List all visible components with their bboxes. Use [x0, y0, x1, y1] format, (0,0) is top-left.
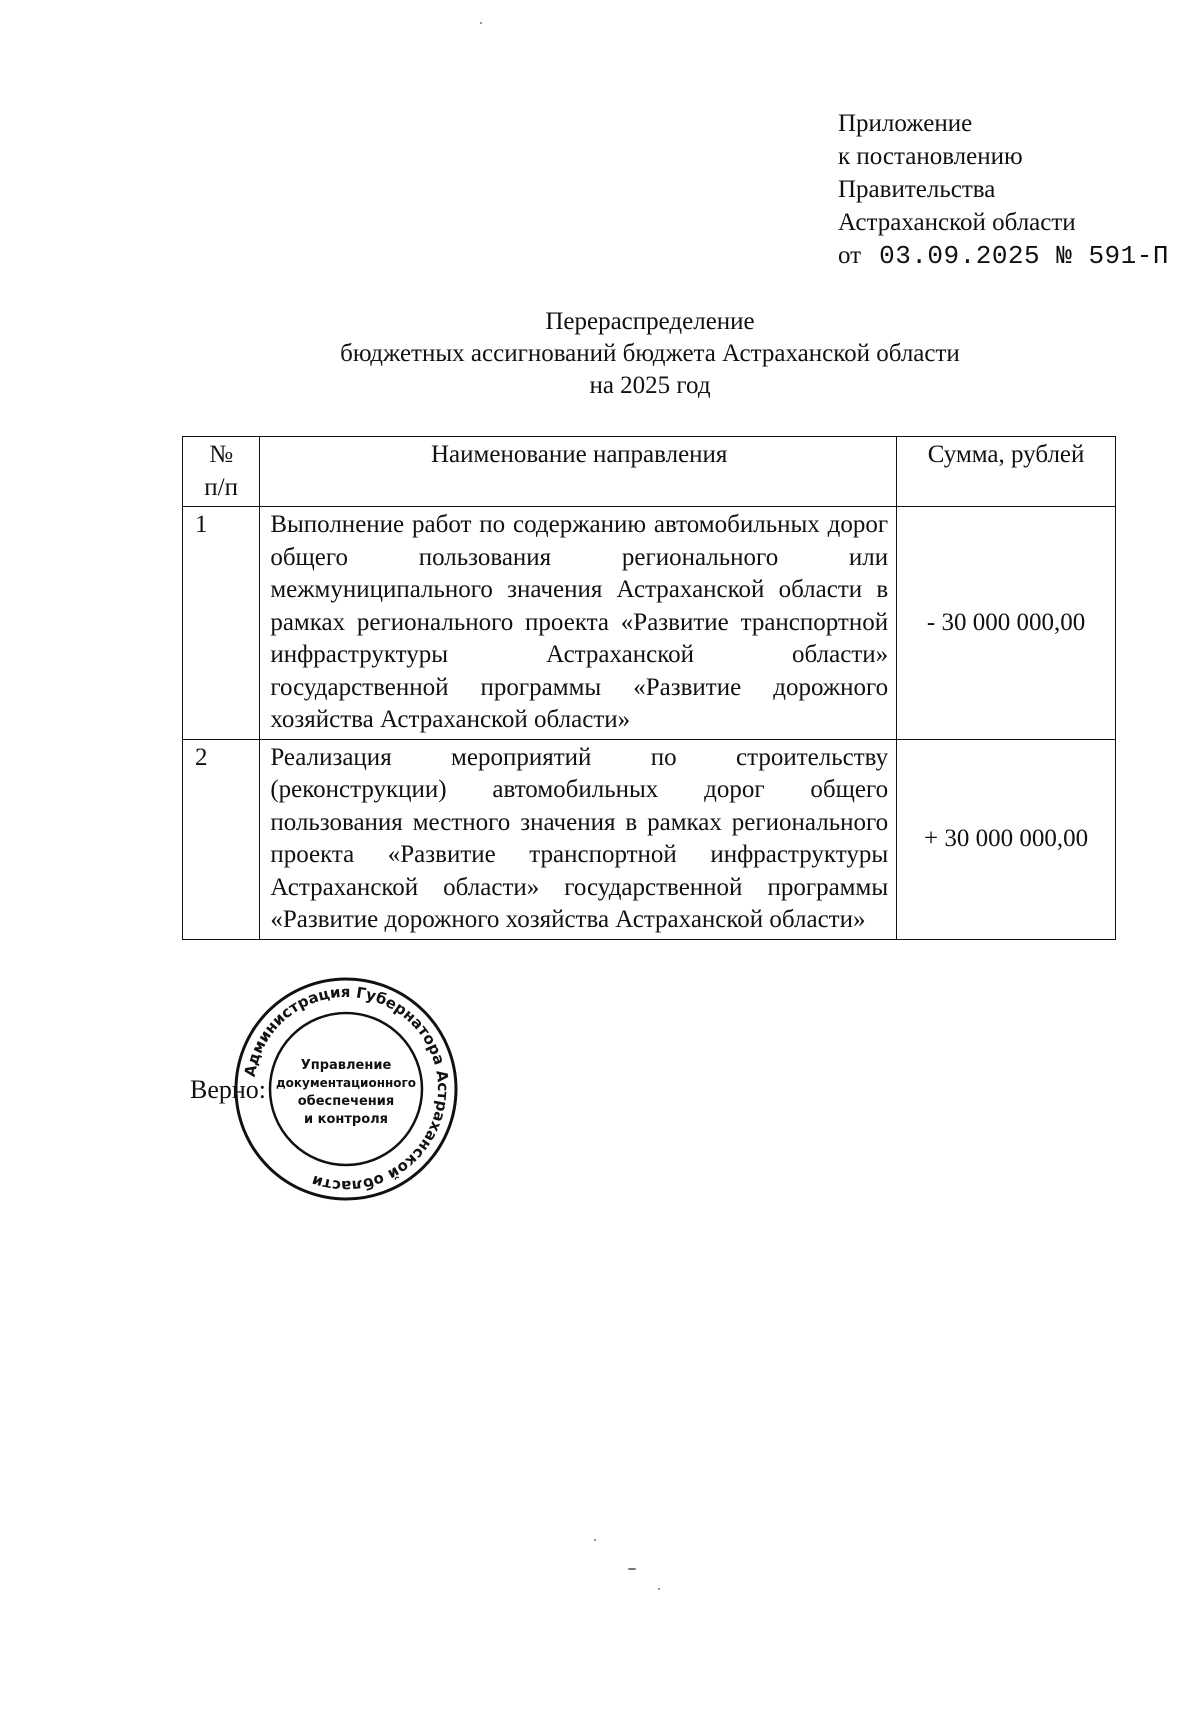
- scan-speck: [658, 1588, 660, 1590]
- table-header-row: [183, 437, 1116, 507]
- header-number-line-1: №: [209, 441, 234, 468]
- appendix-line-3: Правительства: [838, 176, 996, 203]
- appendix-line-1: Приложение: [838, 110, 973, 137]
- row-2-sum: + 30 000 000,00: [897, 739, 1116, 939]
- table-row: [183, 739, 1116, 939]
- title-line-1: Перераспределение: [545, 308, 755, 335]
- title-line-2: бюджетных ассигнований бюджета Астраханской области: [340, 340, 960, 367]
- official-stamp: [232, 975, 460, 1203]
- budget-table: [182, 436, 1116, 940]
- date-prefix: от: [838, 242, 862, 269]
- table-row: [183, 507, 1116, 740]
- resolution-date-number: 03.09.2025 № 591-П: [879, 241, 1169, 271]
- verno-label: Верно:: [190, 1075, 267, 1104]
- row-1-name-text: Выполнение работ по содержанию автомобильных дорог общего пользования регионального или межмуниципального значения Астраханской области в рамках регионального проекта «Развитие транспортной инфраструктуры Астраханской области» государственной программы «Развитие дорожного хозяйства Астраханской области»: [270, 511, 889, 733]
- stamp-center-line-1: Управление: [300, 1058, 392, 1073]
- scan-speck: [480, 22, 482, 24]
- title-line-3: на 2025 год: [589, 372, 711, 399]
- header-number-line-2: п/п: [204, 473, 239, 501]
- scan-speck: [594, 1539, 596, 1541]
- row-2-number: 2: [183, 739, 260, 939]
- row-2-name: [260, 739, 897, 939]
- scan-speck: [628, 1568, 636, 1570]
- stamp-center-line-3: обеспечения: [297, 1094, 395, 1109]
- appendix-block: [838, 107, 1169, 273]
- row-1-name: [260, 507, 897, 740]
- header-number: [183, 437, 260, 507]
- appendix-line-4: Астраханской области: [838, 209, 1076, 236]
- appendix-line-2: к постановлению: [838, 143, 1023, 170]
- row-2-name-text: Реализация мероприятий по строительству (реконструкции) автомобильных дорог общего пользования местного значения в рамках регионального проекта «Развитие транспортной инфраструктуры Астраханской области» государственной программы «Развитие дорожного хозяйства Астраханской области»: [270, 743, 889, 933]
- document-title: [0, 306, 1200, 402]
- stamp-center-line-4: и контроля: [303, 1112, 389, 1127]
- stamp-center-line-2: документационного: [275, 1076, 417, 1090]
- appendix-date-line: [838, 239, 1169, 273]
- row-1-sum: - 30 000 000,00: [897, 507, 1116, 740]
- stamp-ring-text: Администрация Губернатора Астраханской области: [240, 982, 453, 1196]
- header-name: Наименование направления: [260, 437, 897, 507]
- row-1-number: 1: [183, 507, 260, 740]
- header-sum: Сумма, рублей: [897, 437, 1116, 507]
